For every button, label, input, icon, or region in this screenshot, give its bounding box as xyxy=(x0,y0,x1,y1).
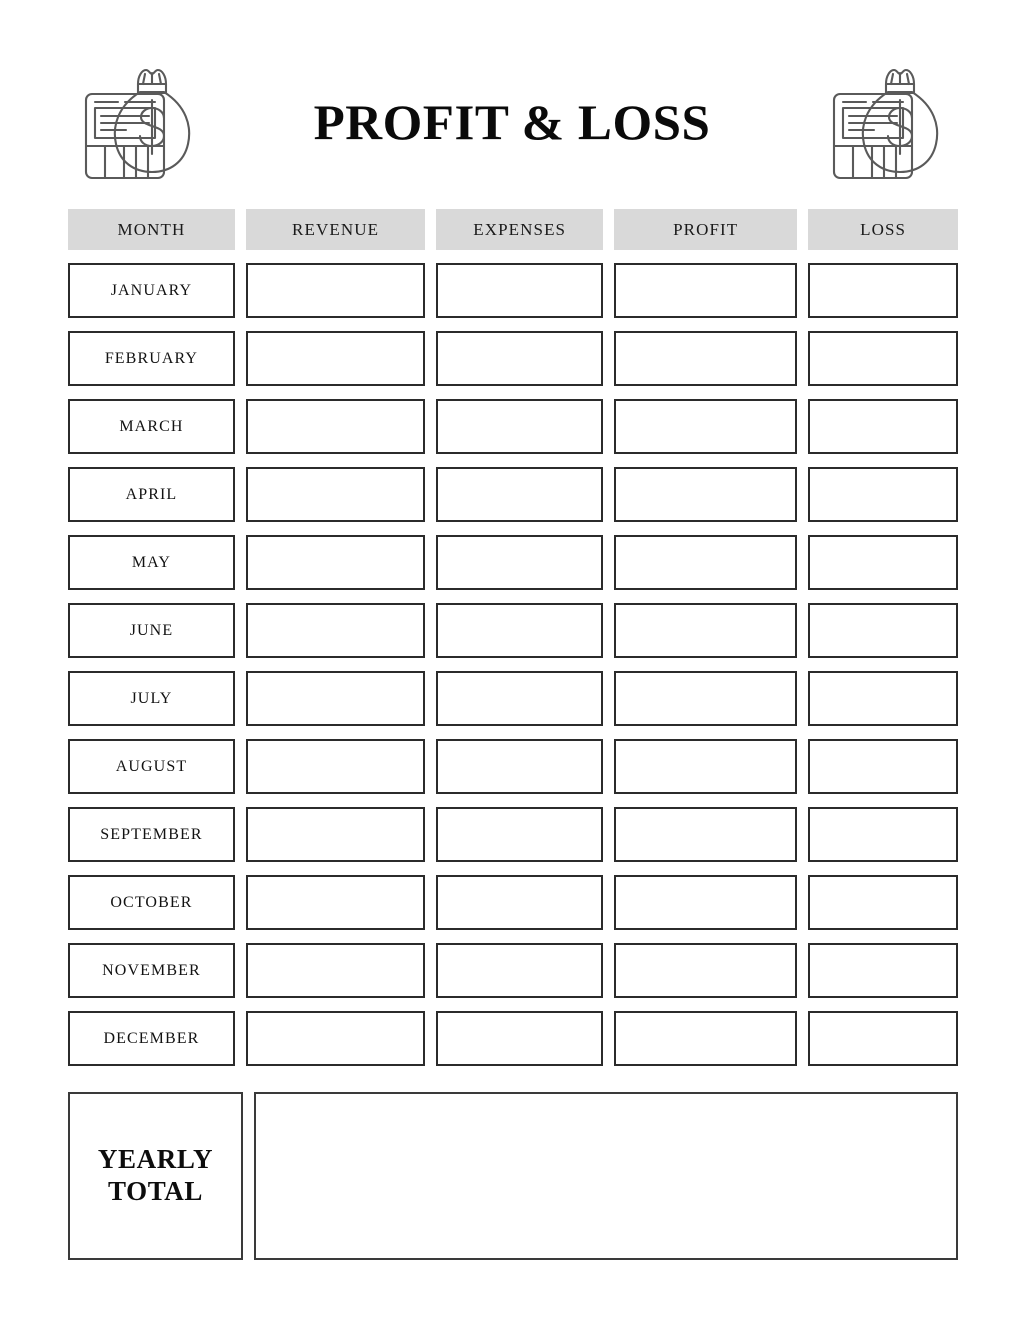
table-row xyxy=(68,807,958,862)
expenses-input-cell[interactable] xyxy=(436,467,603,522)
expenses-input-cell[interactable] xyxy=(436,535,603,590)
loss-input-cell[interactable] xyxy=(808,331,958,386)
month-label: JUNE xyxy=(68,603,235,658)
yearly-total-row xyxy=(68,1092,958,1260)
profit-input-cell[interactable] xyxy=(614,467,797,522)
revenue-input-cell[interactable] xyxy=(246,467,425,522)
profit-input-cell[interactable] xyxy=(614,535,797,590)
month-label: MAY xyxy=(68,535,235,590)
month-label: NOVEMBER xyxy=(68,943,235,998)
profit-input-cell[interactable] xyxy=(614,263,797,318)
expenses-input-cell[interactable] xyxy=(436,739,603,794)
table-row xyxy=(68,535,958,590)
revenue-input-cell[interactable] xyxy=(246,671,425,726)
table-header-row xyxy=(68,209,958,250)
month-label: MARCH xyxy=(68,399,235,454)
profit-input-cell[interactable] xyxy=(614,739,797,794)
profit-input-cell[interactable] xyxy=(614,399,797,454)
profit-loss-table xyxy=(68,209,958,1260)
month-label: OCTOBER xyxy=(68,875,235,930)
revenue-input-cell[interactable] xyxy=(246,603,425,658)
loss-input-cell[interactable] xyxy=(808,739,958,794)
loss-input-cell[interactable] xyxy=(808,807,958,862)
yearly-total-label xyxy=(68,1092,243,1260)
month-label: AUGUST xyxy=(68,739,235,794)
expenses-input-cell[interactable] xyxy=(436,807,603,862)
expenses-input-cell[interactable] xyxy=(436,943,603,998)
table-row xyxy=(68,263,958,318)
revenue-input-cell[interactable] xyxy=(246,875,425,930)
ledger-money-bag-icon-left xyxy=(68,58,208,186)
expenses-input-cell[interactable] xyxy=(436,263,603,318)
loss-input-cell[interactable] xyxy=(808,399,958,454)
expenses-input-cell[interactable] xyxy=(436,603,603,658)
expenses-input-cell[interactable] xyxy=(436,1011,603,1066)
revenue-input-cell[interactable] xyxy=(246,535,425,590)
loss-input-cell[interactable] xyxy=(808,943,958,998)
revenue-input-cell[interactable] xyxy=(246,739,425,794)
table-row xyxy=(68,1011,958,1066)
column-header-revenue: REVENUE xyxy=(246,209,425,250)
revenue-input-cell[interactable] xyxy=(246,263,425,318)
profit-input-cell[interactable] xyxy=(614,603,797,658)
expenses-input-cell[interactable] xyxy=(436,875,603,930)
profit-input-cell[interactable] xyxy=(614,671,797,726)
yearly-total-label-line2: TOTAL xyxy=(107,1176,204,1206)
profit-input-cell[interactable] xyxy=(614,331,797,386)
revenue-input-cell[interactable] xyxy=(246,399,425,454)
page-title: PROFIT & LOSS xyxy=(313,94,711,150)
expenses-input-cell[interactable] xyxy=(436,331,603,386)
loss-input-cell[interactable] xyxy=(808,1011,958,1066)
month-label: FEBRUARY xyxy=(68,331,235,386)
table-row xyxy=(68,943,958,998)
table-row xyxy=(68,739,958,794)
table-row xyxy=(68,399,958,454)
column-header-loss: LOSS xyxy=(808,209,958,250)
profit-input-cell[interactable] xyxy=(614,875,797,930)
month-label: JULY xyxy=(68,671,235,726)
table-row xyxy=(68,331,958,386)
revenue-input-cell[interactable] xyxy=(246,807,425,862)
loss-input-cell[interactable] xyxy=(808,671,958,726)
month-label: SEPTEMBER xyxy=(68,807,235,862)
loss-input-cell[interactable] xyxy=(808,875,958,930)
loss-input-cell[interactable] xyxy=(808,603,958,658)
month-label: DECEMBER xyxy=(68,1011,235,1066)
profit-input-cell[interactable] xyxy=(614,1011,797,1066)
expenses-input-cell[interactable] xyxy=(436,671,603,726)
revenue-input-cell[interactable] xyxy=(246,331,425,386)
revenue-input-cell[interactable] xyxy=(246,943,425,998)
month-label: JANUARY xyxy=(68,263,235,318)
yearly-total-label-line1: YEARLY xyxy=(97,1144,214,1175)
loss-input-cell[interactable] xyxy=(808,263,958,318)
loss-input-cell[interactable] xyxy=(808,467,958,522)
loss-input-cell[interactable] xyxy=(808,535,958,590)
table-row xyxy=(68,467,958,522)
month-label: APRIL xyxy=(68,467,235,522)
page-header xyxy=(68,52,956,192)
revenue-input-cell[interactable] xyxy=(246,1011,425,1066)
yearly-total-input-cell[interactable] xyxy=(254,1092,958,1260)
table-row xyxy=(68,671,958,726)
column-header-expenses: EXPENSES xyxy=(436,209,603,250)
profit-input-cell[interactable] xyxy=(614,807,797,862)
column-header-month: MONTH xyxy=(68,209,235,250)
profit-input-cell[interactable] xyxy=(614,943,797,998)
table-row xyxy=(68,875,958,930)
ledger-money-bag-icon-right xyxy=(816,58,956,186)
expenses-input-cell[interactable] xyxy=(436,399,603,454)
table-row xyxy=(68,603,958,658)
column-header-profit: PROFIT xyxy=(614,209,797,250)
